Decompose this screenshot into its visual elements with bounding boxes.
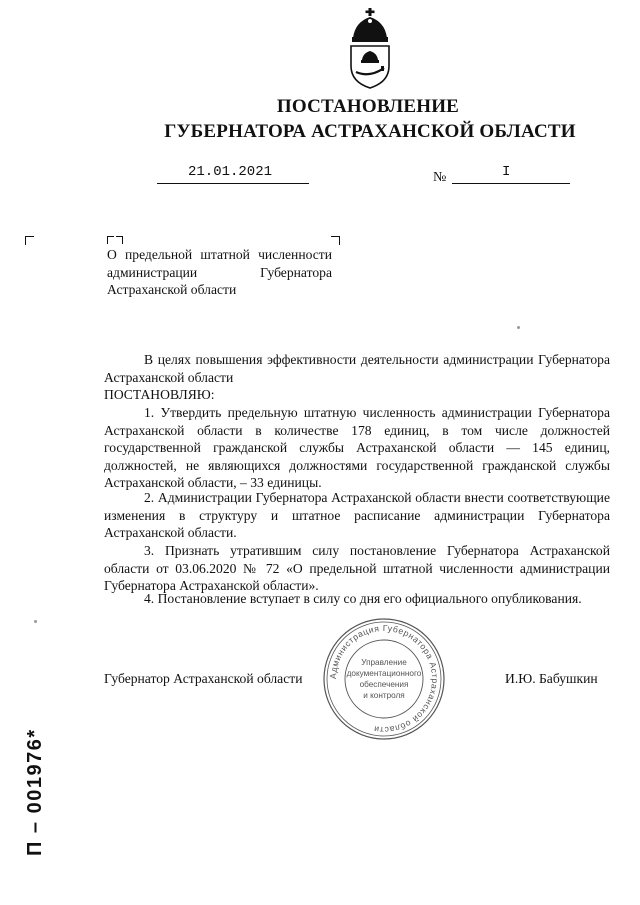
- document-date: 21.01.2021: [188, 164, 273, 180]
- stamp-center-line-2: документационного: [346, 669, 422, 678]
- registration-number: П – 001976*: [24, 728, 46, 856]
- stamp-center-line-3: обеспечения: [359, 680, 409, 689]
- stamp-ring-text: Администрация Губернатора Астраханской области: [327, 622, 441, 736]
- decree-word: ПОСТАНОВЛЯЮ:: [104, 387, 215, 402]
- subject-corner-mark-left: [107, 236, 114, 244]
- scan-dot: [34, 620, 37, 623]
- astrakhan-coat-of-arms-icon: [345, 8, 395, 90]
- item-paragraph-1: 1. Утвердить предельную штатную численность администрации Губернатора Астраханской области в количестве 178 единиц, в том числе должностей государственной гражданской службы Астраханской области — 145 единиц, должностей, не являющихся должностями государственной гражданской службы Астраханской области, – 33 единицы.: [104, 405, 610, 491]
- issuer-title: ГУБЕРНАТОРА АСТРАХАНСКОЙ ОБЛАСТИ: [164, 121, 576, 142]
- number-underline: [452, 168, 570, 184]
- signatory-name: И.Ю. Бабушкин: [505, 671, 598, 686]
- preamble-paragraph: В целях повышения эффективности деятельности администрации Губернатора Астраханской области: [104, 352, 610, 385]
- item-paragraph-3: 3. Признать утратившим силу постановление Губернатора Астраханской области от 03.06.2020 № 72 «О предельной штатной численности администрации Губернатора Астраханской области».: [104, 543, 610, 594]
- left-corner-mark: [25, 236, 34, 245]
- document-number: I: [502, 164, 511, 180]
- subject-corner-mark-right: [331, 236, 340, 245]
- number-label: №: [433, 170, 447, 185]
- stamp-center-line-1: Управление: [361, 658, 407, 667]
- item-paragraph-4: 4. Постановление вступает в силу со дня его официального опубликования.: [144, 591, 582, 606]
- scan-dot: [517, 326, 520, 329]
- subject-corner-mark-inner: [116, 236, 123, 244]
- document-type-title: ПОСТАНОВЛЕНИЕ: [276, 96, 460, 117]
- stamp-center-line-4: и контроля: [363, 691, 405, 700]
- item-paragraph-2: 2. Администрации Губернатора Астраханской области внести соответствующие изменения в структуру и штатное расписание администрации Губернатора Астраханской области.: [104, 490, 610, 541]
- official-stamp: [322, 617, 446, 741]
- signatory-position: Губернатор Астраханской области: [104, 671, 303, 686]
- document-subject: О предельной штатной численности администрации Губернатора Астраханской области: [107, 247, 332, 298]
- registration-number-block: [12, 690, 52, 860]
